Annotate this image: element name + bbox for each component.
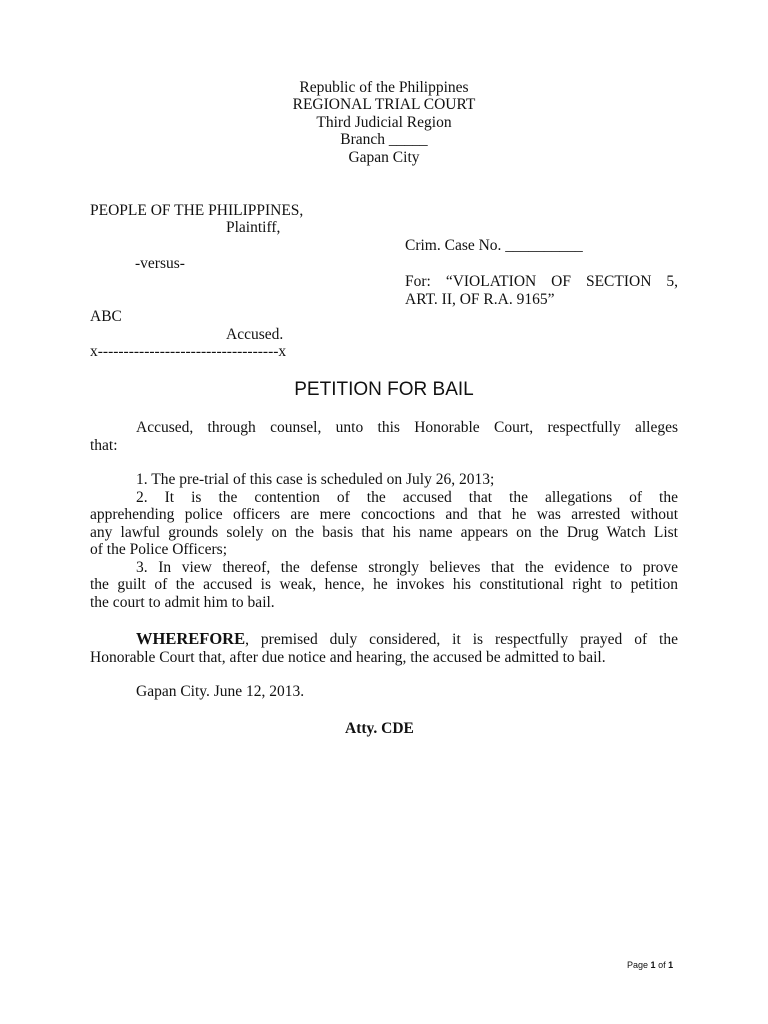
intro-line-2: that: xyxy=(90,436,118,454)
allegation-1: 1. The pre-trial of this case is scheduled on July 26, 2013; xyxy=(136,471,495,488)
offense-text-1: “VIOLATION OF SECTION 5, xyxy=(445,273,678,290)
prayer-line-1-rest: , premised duly considered, it is respectfully prayed of the xyxy=(245,631,678,648)
prayer-paragraph xyxy=(90,630,678,666)
prayer-line-1 xyxy=(90,630,678,649)
allegation-3-line-3: the court to admit him to bail. xyxy=(90,593,275,611)
accused-name: ABC xyxy=(90,308,122,325)
date-line: Gapan City. June 12, 2013. xyxy=(136,683,305,700)
page-number: 1 xyxy=(650,960,656,970)
city-line: Gapan City xyxy=(348,149,420,166)
page-label: Page xyxy=(627,960,649,970)
caption-separator: x-----------------------------------x xyxy=(90,343,287,360)
allegation-2-line-1: 2. It is the contention of the accused that the allegations of the xyxy=(136,488,678,506)
court-name: REGIONAL TRIAL COURT xyxy=(292,96,476,113)
allegation-3-line-1: 3. In view thereof, the defense strongly believes that the evidence to prove xyxy=(136,558,678,576)
intro-paragraph xyxy=(90,419,678,454)
allegation-2-line-2: apprehending police officers are mere concoctions and that he was arrested without xyxy=(90,506,678,523)
wherefore-keyword: WHEREFORE xyxy=(136,629,246,648)
for-label: For: xyxy=(405,273,431,290)
allegation-3-line-2: the guilt of the accused is weak, hence, he invokes his constitutional right to petition xyxy=(90,576,678,593)
page-total: 1 xyxy=(668,960,674,970)
case-number: Crim. Case No. __________ xyxy=(405,237,583,254)
branch-line: Branch _____ xyxy=(340,131,428,148)
offense-line-2: ART. II, OF R.A. 9165” xyxy=(405,291,555,308)
allegation-2-line-4: of the Police Officers; xyxy=(90,541,228,558)
republic-line: Republic of the Philippines xyxy=(299,79,469,96)
accused-role: Accused. xyxy=(226,326,284,343)
offense-line-1 xyxy=(405,273,678,291)
judicial-region: Third Judicial Region xyxy=(316,114,452,131)
of-label: of xyxy=(658,960,666,970)
prayer-line-2: Honorable Court that, after due notice and hearing, the accused be admitted to bail. xyxy=(90,648,606,666)
document-title: PETITION FOR BAIL xyxy=(294,379,474,400)
page-footer xyxy=(627,960,673,970)
intro-line-1: Accused, through counsel, unto this Honorable Court, respectfully alleges xyxy=(136,419,678,436)
versus-label: -versus- xyxy=(135,255,185,272)
allegations-list xyxy=(90,471,678,611)
allegation-2-line-3: any lawful grounds solely on the basis that his name appears on the Drug Watch List xyxy=(90,523,678,541)
signatory-name: Atty. CDE xyxy=(345,720,414,737)
plaintiff-name: PEOPLE OF THE PHILIPPINES, xyxy=(90,202,304,219)
plaintiff-role: Plaintiff, xyxy=(226,219,281,236)
